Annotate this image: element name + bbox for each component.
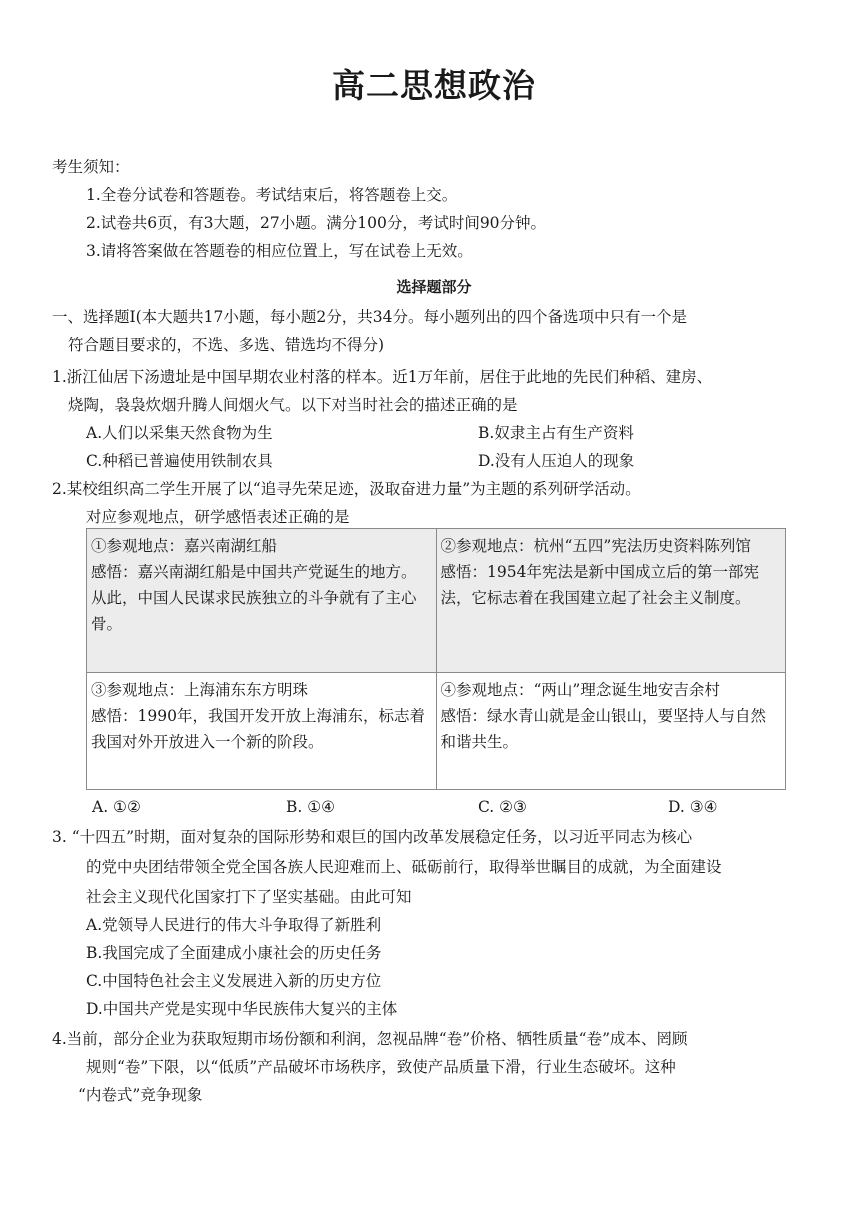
q2-option-d: D. ③④ bbox=[668, 798, 718, 816]
visit-cell bbox=[87, 673, 437, 790]
q3-option-c: C.中国特色社会主义发展进入新的历史方位 bbox=[86, 972, 382, 990]
q4-stem: “内卷式”竞争现象 bbox=[78, 1086, 203, 1104]
notice-heading: 考生须知： bbox=[52, 158, 130, 176]
q1-stem: 烧陶，袅袅炊烟升腾人间烟火气。以下对当时社会的描述正确的是 bbox=[68, 396, 518, 414]
visit-reflection: 感悟：1954年宪法是新中国成立后的第一部宪法，它标志着在我国建立起了社会主义制度。 bbox=[440, 563, 759, 607]
visit-location: ②参观地点：杭州“五四”宪法历史资料陈列馆 bbox=[440, 537, 751, 555]
visit-location: ③参观地点：上海浦东东方明珠 bbox=[91, 681, 309, 699]
visit-reflection: 感悟：1990年，我国开发开放上海浦东，标志着我国对外开放进入一个新的阶段。 bbox=[91, 707, 425, 751]
visit-cell bbox=[436, 673, 786, 790]
visit-cell bbox=[87, 529, 437, 673]
q4-stem: 4.当前，部分企业为获取短期市场份额和利润，忽视品牌“卷”价格、牺牲质量“卷”成本、罔顾 bbox=[52, 1030, 688, 1048]
q1-option-d: D.没有人压迫人的现象 bbox=[478, 452, 635, 470]
q3-stem: 3. “十四五”时期，面对复杂的国际形势和艰巨的国内改革发展稳定任务，以习近平同志为核心 bbox=[52, 828, 693, 846]
part1-instructions: 符合题目要求的，不选、多选、错选均不得分) bbox=[68, 336, 385, 354]
q4-stem: 规则“卷”下限，以“低质”产品破坏市场秩序，致使产品质量下滑，行业生态破坏。这种 bbox=[86, 1058, 676, 1076]
notice-item: 1.全卷分试卷和答题卷。考试结束后，将答题卷上交。 bbox=[86, 186, 458, 204]
q2-stem: 2.某校组织高二学生开展了以“追寻先荣足迹，汲取奋进力量”为主题的系列研学活动。 bbox=[52, 480, 641, 498]
q1-option-a: A.人们以采集天然食物为生 bbox=[86, 424, 273, 442]
notice-item: 2.试卷共6页，有3大题，27小题。满分100分，考试时间90分钟。 bbox=[86, 214, 547, 232]
visit-reflection: 感悟：嘉兴南湖红船是中国共产党诞生的地方。从此，中国人民谋求民族独立的斗争就有了主心骨。 bbox=[91, 563, 417, 633]
q3-option-a: A.党领导人民进行的伟大斗争取得了新胜利 bbox=[86, 916, 382, 934]
visit-table bbox=[86, 528, 786, 790]
visit-reflection: 感悟：绿水青山就是金山银山，要坚持人与自然和谐共生。 bbox=[440, 707, 767, 751]
q3-stem: 的党中央团结带领全党全国各族人民迎难而上、砥砺前行，取得举世瞩目的成就，为全面建设 bbox=[86, 858, 722, 876]
q2-option-c: C. ②③ bbox=[478, 798, 527, 816]
q3-stem: 社会主义现代化国家打下了坚实基础。由此可知 bbox=[86, 888, 412, 906]
q3-option-d: D.中国共产党是实现中华民族伟大复兴的主体 bbox=[86, 1000, 398, 1018]
visit-cell bbox=[436, 529, 786, 673]
visit-location: ①参观地点：嘉兴南湖红船 bbox=[91, 537, 278, 555]
q2-option-a: A. ①② bbox=[92, 798, 141, 816]
q1-stem: 1.浙江仙居下汤遗址是中国早期农业村落的样本。近1万年前，居住于此地的先民们种稻、建房、 bbox=[52, 368, 713, 386]
q3-option-b: B.我国完成了全面建成小康社会的历史任务 bbox=[86, 944, 382, 962]
q2-option-b: B. ①④ bbox=[286, 798, 336, 816]
section-title: 选择题部分 bbox=[396, 278, 472, 296]
visit-location: ④参观地点：“两山”理念诞生地安吉余村 bbox=[440, 681, 720, 699]
part1-instructions: 一、选择题Ⅰ(本大题共17小题，每小题2分，共34分。每小题列出的四个备选项中只有一个是 bbox=[52, 308, 687, 326]
q1-option-b: B.奴隶主占有生产资料 bbox=[478, 424, 634, 442]
page-title: 高二思想政治 bbox=[332, 66, 536, 105]
q1-option-c: C.种稻已普遍使用铁制农具 bbox=[86, 452, 273, 470]
notice-item: 3.请将答案做在答题卷的相应位置上，写在试卷上无效。 bbox=[86, 242, 473, 260]
q2-stem: 对应参观地点，研学感悟表述正确的是 bbox=[86, 508, 350, 526]
